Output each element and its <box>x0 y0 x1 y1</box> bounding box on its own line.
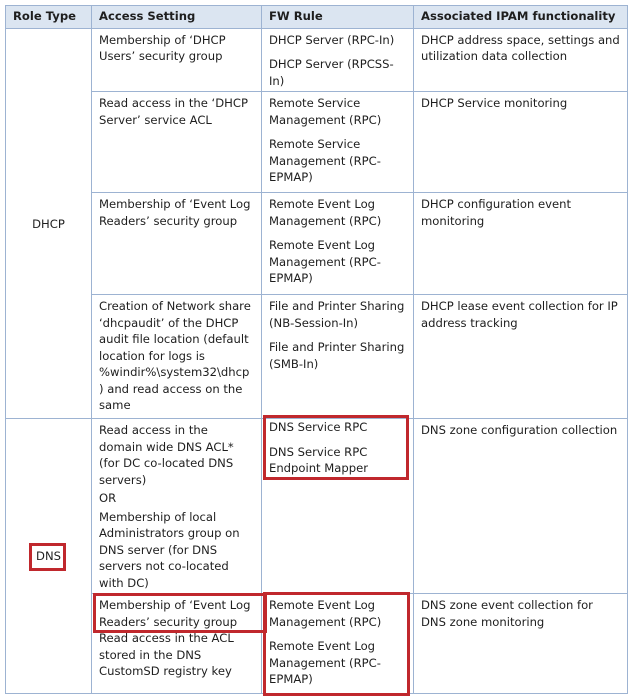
fw-rule-cell <box>262 594 414 694</box>
fw-rule-text: Remote Service Management (RPC-EPMAP) <box>269 137 381 184</box>
ipam-functionality-cell <box>414 92 628 193</box>
fw-rule-cell <box>262 28 414 92</box>
access-setting-cell <box>92 594 262 694</box>
ipam-functionality-text: DNS zone event collection for DNS zone monitoring <box>421 598 593 629</box>
ipam-functionality-text: DHCP Service monitoring <box>421 96 568 110</box>
role-type-cell-dns <box>6 419 92 694</box>
access-setting-text: Creation of Network share ‘dhcpaudit’ of the DHCP audit file location (default location for logs is %windir%\system32\dhcp ) and read access on the same <box>99 299 251 412</box>
access-setting-text: Membership of ‘DHCP Users’ security group <box>99 32 226 63</box>
ipam-functionality-cell <box>414 28 628 92</box>
access-setting-cell <box>92 419 262 594</box>
access-setting-text: Membership of local Administrators group on DNS server (for DNS servers not co-located with DC) <box>99 509 240 590</box>
fw-rule-text: DNS Service RPC <box>269 420 368 434</box>
access-setting-text: Membership of ‘Event Log Readers’ security group <box>99 598 251 629</box>
highlighted-fw-rules <box>269 597 406 688</box>
ipam-functionality-cell <box>414 594 628 694</box>
highlighted-access-setting <box>99 597 254 630</box>
access-setting-or: OR <box>99 491 117 505</box>
table-row <box>6 193 628 295</box>
access-setting-cell <box>92 28 262 92</box>
access-setting-text: Read access in the ‘DHCP Server’ service ACL <box>99 96 248 127</box>
fw-rule-cell <box>262 92 414 193</box>
fw-rule-cell <box>262 419 414 594</box>
access-setting-text: Read access in the domain wide DNS ACL* (for DC co-located DNS servers) <box>99 423 234 487</box>
header-ipam-functionality: Associated IPAM functionality <box>414 6 628 29</box>
ipam-functionality-cell <box>414 419 628 594</box>
fw-rule-cell <box>262 295 414 419</box>
highlighted-fw-rules <box>269 419 406 477</box>
access-setting-cell <box>92 92 262 193</box>
header-access-setting: Access Setting <box>92 6 262 29</box>
ipam-functionality-cell <box>414 193 628 295</box>
fw-rule-text: Remote Event Log Management (RPC) <box>269 598 382 629</box>
table-header-row <box>6 6 628 29</box>
fw-rule-text: File and Printer Sharing (NB-Session-In) <box>269 299 405 330</box>
fw-rule-text: DHCP Server (RPC-In) <box>269 32 395 47</box>
header-fw-rule: FW Rule <box>262 6 414 29</box>
ipam-functionality-text: DHCP address space, settings and utilization data collection <box>421 32 620 63</box>
fw-rule-text: Remote Service Management (RPC) <box>269 96 382 127</box>
fw-rule-text: Remote Event Log Management (RPC) <box>269 197 382 228</box>
ipam-functionality-text: DNS zone configuration collection <box>421 423 618 437</box>
ipam-functionality-cell <box>414 295 628 419</box>
table-row <box>6 419 628 594</box>
fw-rule-text: Remote Event Log Management (RPC-EPMAP) <box>269 238 381 285</box>
table-row <box>6 28 628 92</box>
table-row <box>6 594 628 694</box>
fw-rule-text: Remote Event Log Management (RPC-EPMAP) <box>269 639 381 686</box>
ipam-permissions-table <box>5 5 628 694</box>
header-role-type: Role Type <box>6 6 92 29</box>
fw-rule-text: File and Printer Sharing (SMB-In) <box>269 340 405 371</box>
fw-rule-cell <box>262 193 414 295</box>
ipam-permissions-document <box>5 5 627 694</box>
table-row <box>6 295 628 419</box>
role-type-cell-dhcp <box>6 28 92 419</box>
ipam-functionality-text: DHCP lease event collection for IP address tracking <box>421 299 618 330</box>
table-row <box>6 92 628 193</box>
access-setting-text: Membership of ‘Event Log Readers’ security group <box>99 197 251 228</box>
access-setting-cell <box>92 295 262 419</box>
role-type-dhcp: DHCP <box>32 216 65 231</box>
role-type-dns: DNS <box>36 549 61 564</box>
fw-rule-text: DHCP Server (RPCSS-In) <box>269 57 394 88</box>
fw-rule-text: DNS Service RPC Endpoint Mapper <box>269 444 369 475</box>
access-setting-text: Read access in the ACL stored in the DNS CustomSD registry key <box>99 631 234 678</box>
access-setting-cell <box>92 193 262 295</box>
ipam-functionality-text: DHCP configuration event monitoring <box>421 197 572 228</box>
